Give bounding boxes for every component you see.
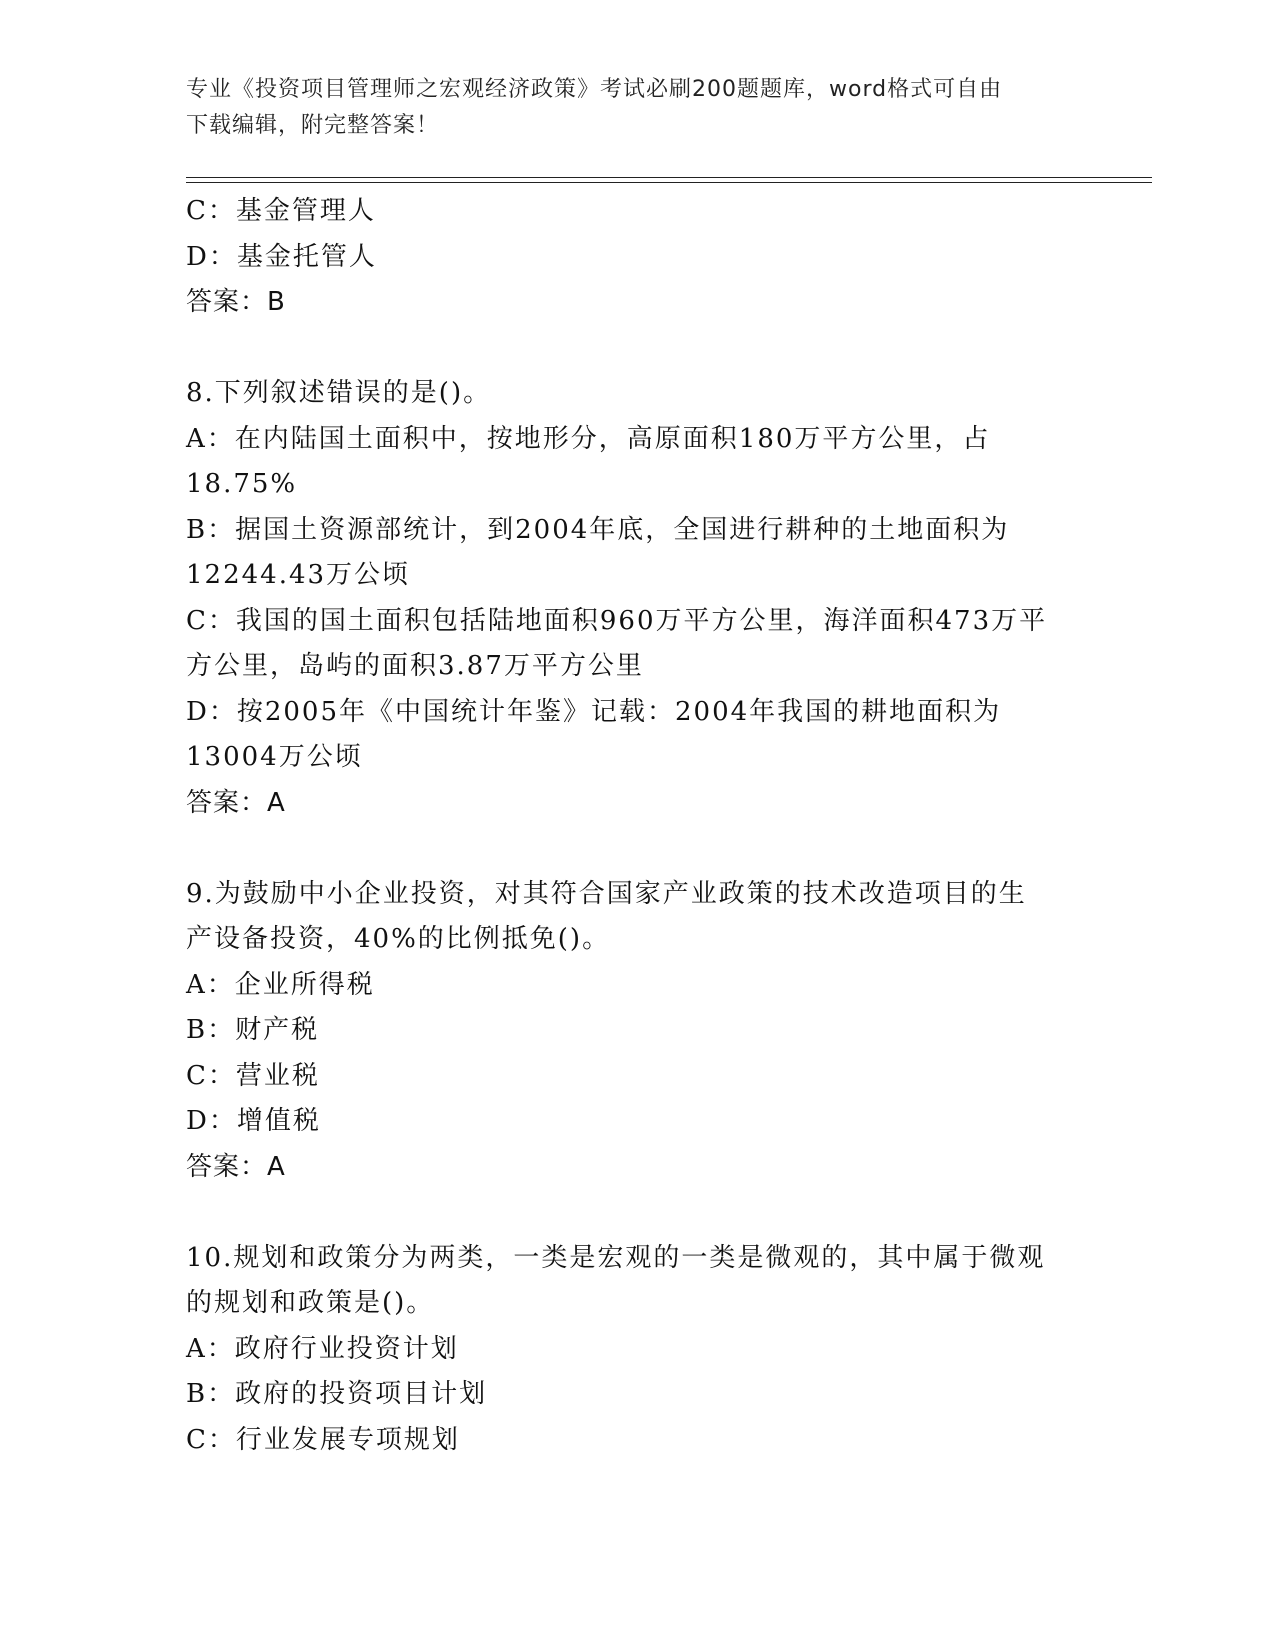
answer: 答案：A [186, 1151, 286, 1182]
header-divider-bottom [186, 182, 1152, 183]
option-b: B：据国土资源部统计，到2004年底，全国进行耕种的土地面积为 [186, 514, 1010, 545]
question-stem-continued: 的规划和政策是()。 [186, 1288, 435, 1318]
question-stem: 10.规划和政策分为两类，一类是宏观的一类是微观的，其中属于微观 [186, 1242, 1046, 1273]
option-d: D：基金托管人 [186, 241, 377, 272]
option-c: C：基金管理人 [186, 196, 376, 226]
question-8 [186, 371, 1086, 826]
option-b: B：财产税 [186, 1015, 320, 1045]
question-stem: 8.下列叙述错误的是()。 [186, 378, 492, 408]
option-a-continued: 18.75% [186, 469, 298, 499]
answer: 答案：A [186, 787, 286, 818]
question-stem-continued: 产设备投资，40%的比例抵免()。 [186, 924, 611, 954]
document-header [186, 72, 1066, 144]
answer: 答案：B [186, 287, 286, 317]
option-b: B：政府的投资项目计划 [186, 1379, 488, 1409]
spacer [186, 826, 1086, 872]
option-d: D：增值税 [186, 1106, 321, 1136]
option-a: A：企业所得税 [186, 969, 375, 1000]
option-a: A：在内陆国土面积中，按地形分，高原面积180万平方公里，占 [186, 423, 991, 454]
option-d-continued: 13004万公顷 [186, 742, 363, 772]
question-10 [186, 1236, 1086, 1464]
option-c: C：我国的国土面积包括陆地面积960万平方公里，海洋面积473万平 [186, 605, 1048, 636]
question-list [186, 189, 1086, 1463]
spacer [186, 1190, 1086, 1236]
option-d: D：按2005年《中国统计年鉴》记载：2004年我国的耕地面积为 [186, 696, 1002, 727]
option-b-continued: 12244.43万公顷 [186, 560, 411, 590]
question-stem: 9.为鼓励中小企业投资，对其符合国家产业政策的技术改造项目的生 [186, 878, 1027, 909]
header-line-1: 专业《投资项目管理师之宏观经济政策》考试必刷200题题库，word格式可自由 [186, 77, 1003, 102]
header-line-2: 下载编辑，附完整答案！ [186, 113, 440, 138]
option-c: C：营业税 [186, 1060, 320, 1091]
option-a: A：政府行业投资计划 [186, 1333, 459, 1364]
option-c-continued: 方公里，岛屿的面积3.87万平方公里 [186, 651, 644, 681]
option-c: C：行业发展专项规划 [186, 1424, 460, 1455]
question-7 [186, 189, 1086, 326]
header-divider-top [186, 177, 1152, 178]
question-9 [186, 872, 1086, 1191]
spacer [186, 326, 1086, 372]
